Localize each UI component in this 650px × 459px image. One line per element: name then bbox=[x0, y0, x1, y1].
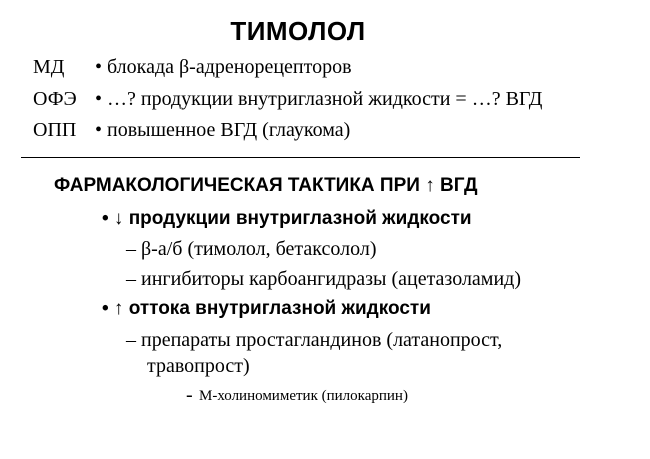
extra-pilocarpine: М-холиномиметик (пилокарпин) bbox=[199, 388, 408, 404]
row-abbr-md: МД bbox=[33, 56, 65, 78]
tactic-sub-carbonic-anhydrase: – ингибиторы карбоангидразы (ацетазоламид) bbox=[126, 268, 521, 290]
page-title: ТИМОЛОЛ bbox=[230, 16, 366, 46]
row-abbr-ofe: ОФЭ bbox=[33, 88, 77, 110]
row-text-md: • блокада β-адренорецепторов bbox=[95, 56, 352, 78]
divider bbox=[21, 157, 580, 158]
tactic-sub-prostaglandins-cont: травопрост) bbox=[147, 355, 250, 377]
tactic-title: ФАРМАКОЛОГИЧЕСКАЯ ТАКТИКА ПРИ ↑ ВГД bbox=[54, 175, 478, 196]
tactic-item-increase-outflow: • ↑ оттока внутриглазной жидкости bbox=[102, 298, 431, 319]
tactic-item-decrease-production: • ↓ продукции внутриглазной жидкости bbox=[102, 208, 472, 229]
row-text-ofe: • …? продукции внутриглазной жидкости = …? ВГД bbox=[95, 88, 543, 110]
tactic-sub-beta-blockers: – β-а/б (тимолол, бетаксолол) bbox=[126, 238, 377, 260]
tactic-sub-prostaglandins: – препараты простагландинов (латанопрост, bbox=[126, 329, 503, 351]
row-text-opp: • повышенное ВГД (глаукома) bbox=[95, 119, 351, 141]
extra-dash: - bbox=[186, 384, 193, 406]
row-abbr-opp: ОПП bbox=[33, 119, 77, 141]
